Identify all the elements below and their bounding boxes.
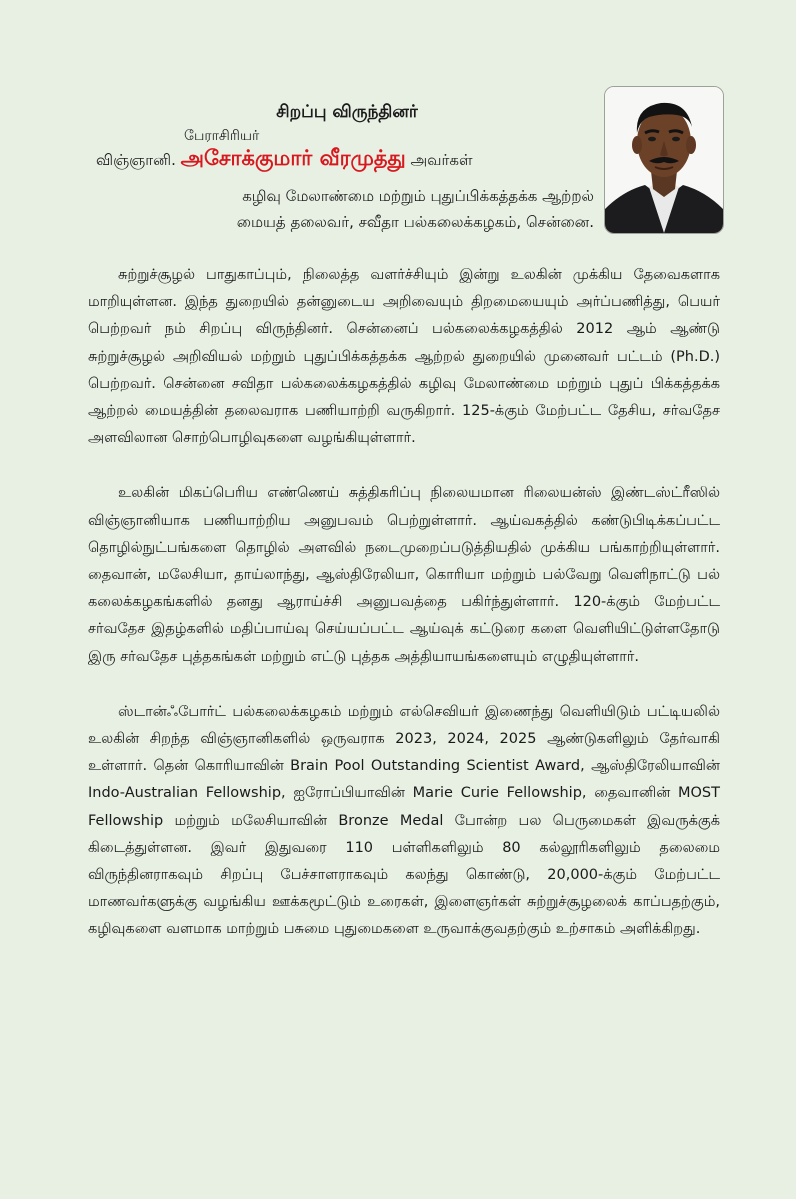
designation-line-2: மையத் தலைவர், சவீதா பல்கலைக்கழகம், சென்னை. bbox=[236, 213, 594, 231]
guest-header bbox=[0, 0, 796, 250]
portrait-illustration bbox=[605, 87, 723, 233]
biography-paragraph-2: உலகின் மிகப்பெரிய எண்ணெய் சுத்திகரிப்பு நிலையமான ரிலையன்ஸ் இண்டஸ்ட்ரீஸில் விஞ்ஞானியாக பணியாற்றிய அனுபவம் பெற்றுள்ளார். ஆய்வகத்தில் கண்டுபிடிக்கப்பட்ட தொழில்நுட்பங்களை தொழில் அளவில் நடைமுறைப்படுத்தியதில் முக்கிய பங்காற்றியுள்ளார். தைவான், மலேசியா, தாய்லாந்து, ஆஸ்திரேலியா, கொரியா மற்றும் பல்வேறு வெளிநாட்டு பல் கலைக்கழகங்களில் தனது ஆராய்ச்சி அனுபவத்தை பகிர்ந்துள்ளார். 120-க்கும் மேற்பட்ட சர்வதேச இதழ்களில் மதிப்பாய்வு செய்யப்பட்ட ஆய்வுக் கட்டுரை களை வெளியிட்டுள்ளதோடு இரு சர்வதேச புத்தகங்கள் மற்றும் எட்டு புத்தக அத்தியாயங்களையும் எழுதியுள்ளார். bbox=[88, 485, 720, 665]
biography-paragraph-1: சுற்றுச்சூழல் பாதுகாப்பும், நிலைத்த வளர்ச்சியும் இன்று உலகின் முக்கிய தேவைகளாக மாறியுள்ளன. இந்த துறையில் தன்னுடைய அறிவையும் திறமையையும் அர்ப்பணித்து, பெயர் பெற்றவர் நம் சிறப்பு விருந்தினர். சென்னைப் பல்கலைக்கழகத்தில் 2012 ஆம் ஆண்டு சுற்றுச்சூழல் அறிவியல் மற்றும் புதுப்பிக்கத்தக்க ஆற்றல் துறையில் முனைவர் பட்டம் (Ph.D.) பெற்றவர். சென்னை சவிதா பல்கலைக்கழகத்தில் கழிவு மேலாண்மை மற்றும் புதுப் பிக்கத்தக்க ஆற்றல் மையத்தின் தலைவராக பணியாற்றி வருகிறார். 125-க்கும் மேற்பட்ட தேசிய, சர்வதேச அளவிலான சொற்பொழிவுகளை வழங்கியுள்ளார். bbox=[88, 267, 720, 447]
designation-line-1: கழிவு மேலாண்மை மற்றும் புதுப்பிக்கத்தக்க ஆற்றல் bbox=[242, 187, 594, 205]
section-heading: சிறப்பு விருந்தினர் bbox=[276, 102, 418, 122]
guest-name-line bbox=[96, 146, 592, 173]
guest-name: அசோக்குமார் வீரமுத்து bbox=[180, 146, 406, 170]
guest-designation bbox=[170, 183, 594, 235]
guest-role: பேராசிரியர் bbox=[184, 128, 260, 144]
name-suffix: அவர்கள் bbox=[405, 151, 473, 169]
name-prefix: விஞ்ஞானி. bbox=[96, 151, 181, 169]
guest-portrait-photo bbox=[604, 86, 724, 234]
biography-content bbox=[88, 262, 720, 972]
biography-paragraph-3: ஸ்டான்ஃபோர்ட் பல்கலைக்கழகம் மற்றும் எல்செவியர் இணைந்து வெளியிடும் பட்டியலில் உலகின் சிறந்த விஞ்ஞானிகளில் ஒருவராக 2023, 2024, 2025 ஆண்டுகளிலும் தேர்வாகி உள்ளார். தென் கொரியாவின் Brain Pool Outstanding Scientist Award, ஆஸ்திரேலியாவின் Indo-Australian Fellowship, ஐரோப்பியாவின் Marie Curie Fellowship, தைவானின் MOST Fellowship மற்றும் மலேசியாவின் Bronze Medal போன்ற பல பெருமைகள் இவருக்குக் கிடைத்துள்ளன. இவர் இதுவரை 110 பள்ளிகளிலும் 80 கல்லூரிகளிலும் தலைமை விருந்தினராகவும் சிறப்பு பேச்சாளராகவும் கலந்து கொண்டு, 20,000-க்கும் மேற்பட்ட மாணவர்களுக்கு வழங்கிய ஊக்கமூட்டும் உரைகள், இளைஞர்கள் சுற்றுச்சூழலைக் காப்பதற்கும், கழிவுகளை வளமாக மாற்றும் பசுமை புதுமைகளை உருவாக்குவதற்கும் உற்சாகம் அளிக்கிறது. bbox=[88, 703, 720, 938]
